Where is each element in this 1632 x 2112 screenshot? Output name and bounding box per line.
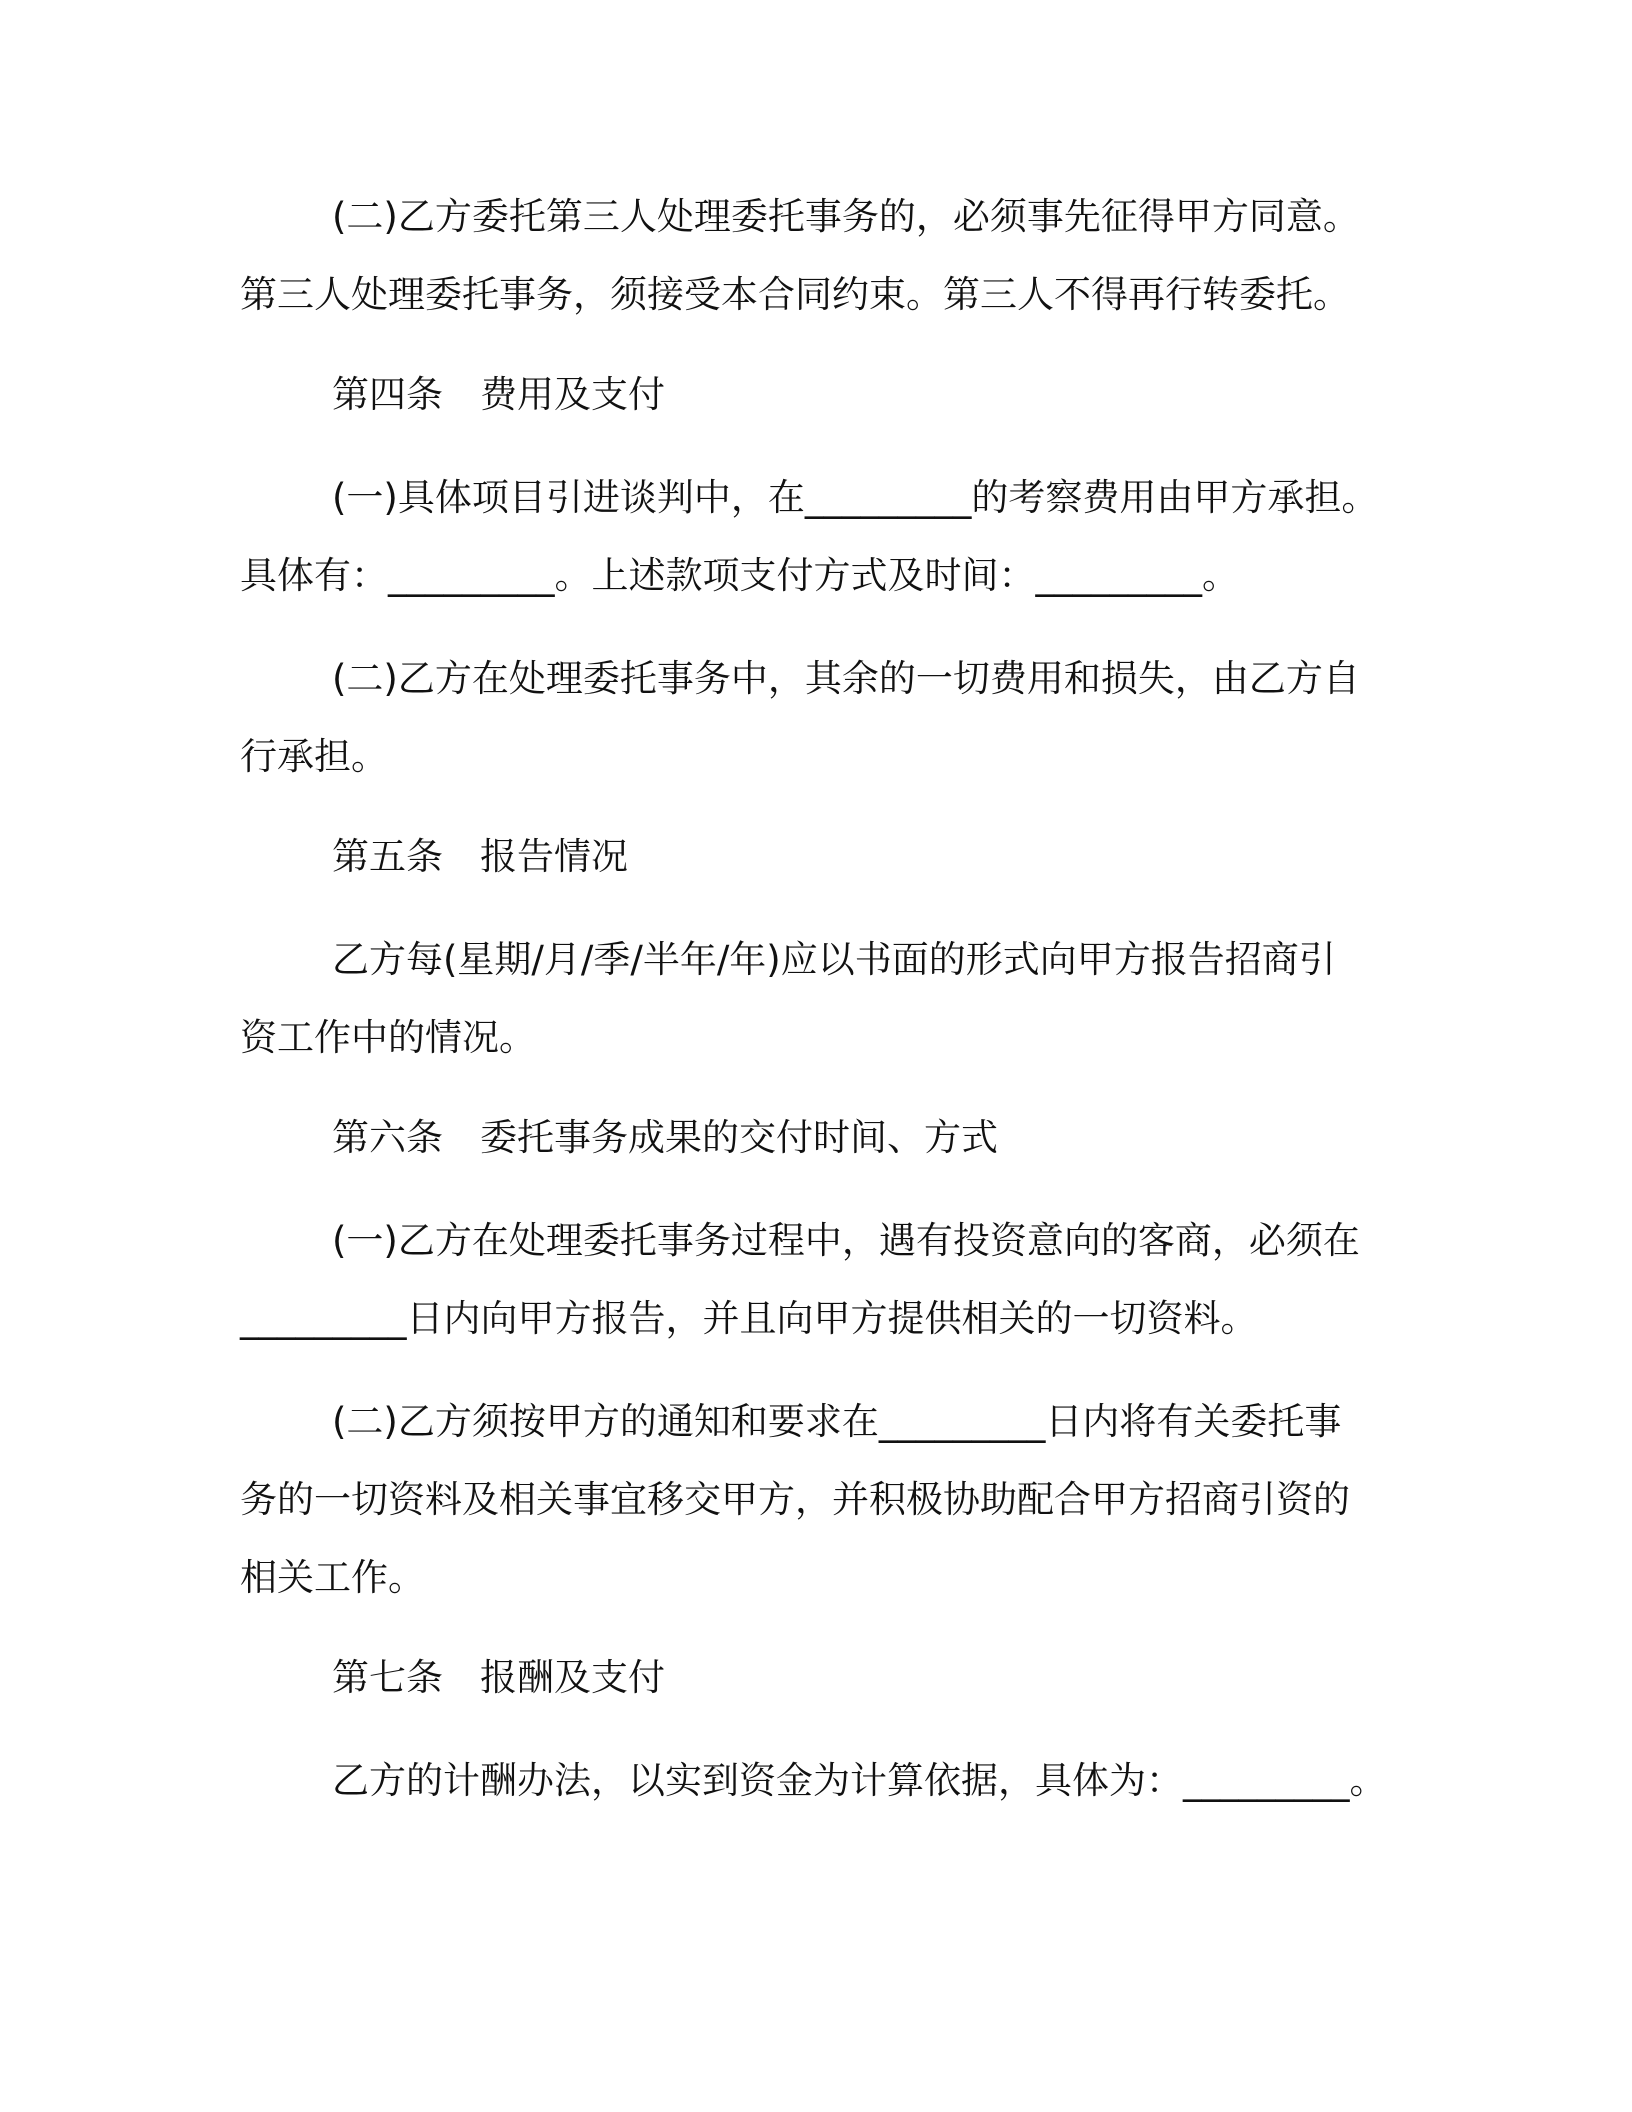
clause-4-item-1-line-1: (一)具体项目引进谈判中，在_________的考察费用由甲方承担。 <box>332 476 1379 519</box>
clause-4-item-1-line-2: 具体有：_________。上述款项支付方式及时间：_________。 <box>240 554 1239 597</box>
clause-6-item-2-line-1: (二)乙方须按甲方的通知和要求在_________日内将有关委托事 <box>332 1400 1342 1443</box>
clause-4-item-2-line-2: 行承担。 <box>240 735 388 778</box>
clause-5-body-line-2: 资工作中的情况。 <box>240 1016 536 1059</box>
clause-3-item-2-line-2: 第三人处理委托事务，须接受本合同约束。第三人不得再行转委托。 <box>240 273 1350 316</box>
clause-3-item-2-line-1: (二)乙方委托第三人处理委托事务的，必须事先征得甲方同意。 <box>332 195 1360 238</box>
clause-6-item-1-line-2: _________日内向甲方报告，并且向甲方提供相关的一切资料。 <box>240 1297 1258 1340</box>
clause-5-body-line-1: 乙方每(星期/月/季/半年/年)应以书面的形式向甲方报告招商引 <box>332 938 1336 981</box>
clause-4-item-2-line-1: (二)乙方在处理委托事务中，其余的一切费用和损失，由乙方自 <box>332 657 1360 700</box>
clause-4-heading: 第四条 费用及支付 <box>332 373 665 416</box>
clause-7-heading: 第七条 报酬及支付 <box>332 1656 665 1699</box>
clause-6-heading: 第六条 委托事务成果的交付时间、方式 <box>332 1116 998 1159</box>
clause-5-heading: 第五条 报告情况 <box>332 835 628 878</box>
clause-7-body-line-1: 乙方的计酬办法，以实到资金为计算依据，具体为：_________。 <box>332 1759 1387 1802</box>
clause-6-item-2-line-3: 相关工作。 <box>240 1556 425 1599</box>
clause-6-item-2-line-2: 务的一切资料及相关事宜移交甲方，并积极协助配合甲方招商引资的 <box>240 1478 1350 1521</box>
clause-6-item-1-line-1: (一)乙方在处理委托事务过程中，遇有投资意向的客商，必须在 <box>332 1219 1360 1262</box>
